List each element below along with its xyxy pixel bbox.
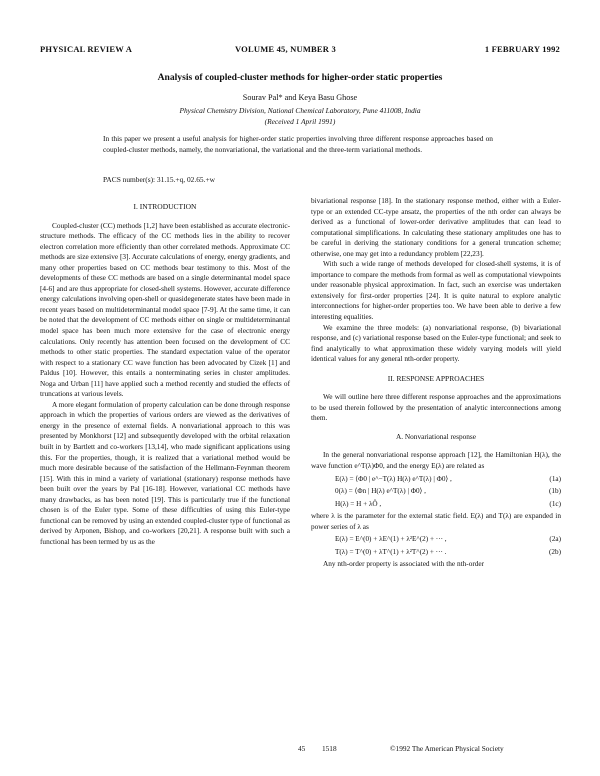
equation-expr: H(λ) = H + λÔ , <box>335 499 382 508</box>
left-column <box>40 198 290 548</box>
equation-1a <box>311 474 561 485</box>
section-heading-introduction: I. INTRODUCTION <box>133 202 197 211</box>
footer-copyright: ©1992 The American Physical Society <box>390 744 504 753</box>
intro-paragraph-2: A more elegant formulation of property calculation can be done through response approach in which the properties of various orders are viewed as the derivatives of energy in the presence of external fields. A nonvariational approach to this was presented by Monkhorst [12] and subsequently developed with the orbital relaxation built in by Bartlett and co-workers [13,14], who made significant applications using this. For the properties, though, it is realized that a variational method would be much more desirable because of the satisfaction of the Hellmann-Feynman theorem [15]. With this in mind a variety of variational (stationary) response methods have been built over the years by Pal [16-18]. However, variational CC methods have many drawbacks, as has been noted [19]. This is particularly true if the functional chosen is of the Euler type. Some of these difficulties of using this Euler-type functional can be removed by using an extended coupled-cluster type of functional as derived by Arponen, Bishop, and co-workers [20,21]. A response built with such a functional has been termed by us as the <box>40 399 290 546</box>
running-header <box>40 44 560 58</box>
issue-date: 1 FEBRUARY 1992 <box>484 44 560 54</box>
subsection-heading-nonvariational: A. Nonvariational response <box>395 431 477 441</box>
equation-2a <box>311 534 561 545</box>
equation-expr: 0(λ) = ⟨Φn | H(λ) e^T(λ) | Φ0⟩ , <box>335 487 426 496</box>
section2-paragraph: We will outline here three different response approaches and the approximations to be used therein followed by the presentation of analytic interconnections among them. <box>311 392 561 423</box>
journal-name: PHYSICAL REVIEW A <box>40 44 133 54</box>
received-date: (Received 1 April 1991) <box>264 117 336 126</box>
equation-1b <box>311 486 561 497</box>
equation-label: (2b) <box>549 547 561 556</box>
equation-label: (1c) <box>549 499 561 508</box>
abstract: In this paper we present a useful analysis for higher-order static properties involving three different response approaches based on coupled-cluster methods, namely, the nonvariational, the variational and the three-term variational methods. <box>103 134 493 154</box>
equation-expr: T(λ) = T^(0) + λT^(1) + λ²T^(2) + ··· . <box>335 547 447 556</box>
volume-number: VOLUME 45, NUMBER 3 <box>235 44 336 54</box>
pacs-numbers: PACS number(s): 31.15.+q, 02.65.+w <box>103 175 215 184</box>
affiliation: Physical Chemistry Division, National Chemical Laboratory, Pune 411008, India <box>179 106 421 115</box>
intro-paragraph-1: Coupled-cluster (CC) methods [1,2] have been established as accurate electronic-structure methods. The efficacy of the CC methods lies in the ability to recover electron correlation more efficiently than other correlated methods. Approximate CC methods are size extensive [3]. Accurate calculations of energy, energy gradients, and many other properties based on CC methods bear testimony to this. Most of the developments of these CC methods are based on a single determinantal model space [4-6] and are thus appropriate for closed-shell systems. However, accurate difference energy calculations involving open-shell or quasidegenerate states have been made in recent years based on multideterminantal model space [7-9]. At the same time, it can be noted that the development of CC methods either on single or multideterminantal model space has been much more extensive for the case of electronic energy calculations. Only recently has attention been focused on the development of CC methods to other static properties. The standard expectation value of the operator with respect to a stationary CC wave function has been advocated by Cizek [1] and Paldus [10]. However, this entails a nonterminating series in cluster amplitudes. Noga and Urban [11] have applied such a method recently and studied the effects of truncations at various levels. <box>40 220 290 399</box>
equation-expr: E(λ) = ⟨Φ0 | e^−T(λ) H(λ) e^T(λ) | Φ0⟩ , <box>335 474 452 483</box>
intro-paragraph-4: With such a wide range of methods developed for closed-shell systems, it is of importance to compare the methods from formal as well as computational viewpoints under reasonable physical approximation. In fact, such an exercise was undertaken extensively for first-order properties [24]. It is quite natural to explore analytic interconnections for higher-order properties too. We have been able to derive a few interesting equalities. <box>311 259 561 322</box>
equation-label: (1b) <box>549 487 561 496</box>
section-heading-response-approaches: II. RESPONSE APPROACHES <box>387 373 485 383</box>
post-equation-text: where λ is the parameter for the external static field. E(λ) and T(λ) are expanded in power series of λ as <box>311 511 561 531</box>
equation-expr: E(λ) = E^(0) + λE^(1) + λ²E^(2) + ··· , <box>335 535 447 544</box>
subsection-paragraph: In the general nonvariational response approach [12], the Hamiltonian H(λ), the wave function e^T(λ)Φ0, and the energy E(λ) are related as <box>311 450 561 471</box>
intro-paragraph-3: bivariational response [18]. In the stationary response method, either with a Euler-type or an extended CC-type ansatz, the properties of the nth order can always be derived as a functional of lower-order derivative amplitudes that can lead to computational simplifications. In calculating these stationary amplitudes one has to be careful in deriving the stationary conditions for a general truncation scheme; otherwise, one may get into a redundancy problem [22,23]. <box>311 196 561 258</box>
page-footer <box>40 744 560 756</box>
equation-2b <box>311 547 561 558</box>
footer-volume: 45 <box>298 744 306 753</box>
equation-1c <box>311 499 561 510</box>
equation-label: (2a) <box>549 535 561 544</box>
intro-paragraph-5: We examine the three models: (a) nonvariational response, (b) bivariational response, and (c) variational response based on the Euler-type functional; and seek to find analytically to what approximation these widely varying models will yield identical values for any general nth-order property. <box>311 322 561 364</box>
equation-label: (1a) <box>549 474 561 483</box>
article-title: Analysis of coupled-cluster methods for higher-order static properties <box>157 72 443 83</box>
footer-page-number: 1518 <box>322 744 337 753</box>
right-column <box>311 196 561 570</box>
author-list: Sourav Pal* and Keya Basu Ghose <box>242 93 358 102</box>
closing-line: Any nth-order property is associated with the nth-order <box>323 559 485 569</box>
